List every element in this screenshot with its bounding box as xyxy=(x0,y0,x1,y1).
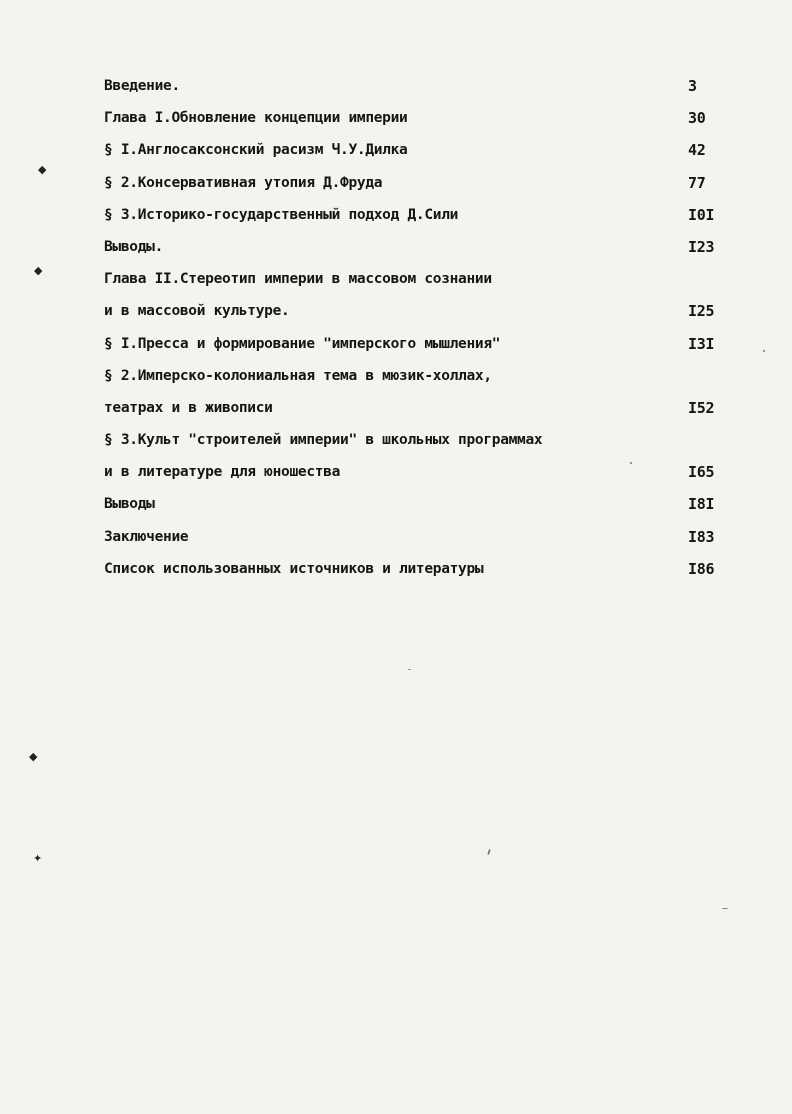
toc-entry-title: Глава I.Обновление концепции империи xyxy=(104,110,408,127)
toc-entry-title: и в массовой культуре. xyxy=(104,303,290,320)
toc-entry-page: I52 xyxy=(688,398,715,417)
toc-entry-title: Выводы. xyxy=(104,238,164,255)
toc-entry-title: Введение. xyxy=(104,78,180,94)
toc-entry xyxy=(104,392,724,424)
toc-entry-page: I8I xyxy=(688,495,715,514)
scan-speck xyxy=(487,849,491,855)
toc-entry-page: 30 xyxy=(688,109,706,128)
toc-entry-title: и в литературе для юношества xyxy=(104,464,341,481)
toc-entry xyxy=(104,70,724,102)
toc-entry xyxy=(104,553,724,585)
binding-mark-icon: ◆ xyxy=(29,750,38,763)
toc-entry-title: Выводы xyxy=(104,496,155,513)
toc-entry xyxy=(104,328,724,360)
toc-entry-title: § I.Англосаксонский расизм Ч.У.Дилка xyxy=(104,142,408,159)
toc-entry-title: § 3.Историко-государственный подход Д.Сили xyxy=(104,206,459,223)
toc-entry xyxy=(104,360,724,392)
toc-entry-title: Заключение xyxy=(104,528,189,545)
toc-entry-title: § 2.Консервативная утопия Д.Фруда xyxy=(104,174,383,191)
toc-entry-title: § 2.Имперско-колониальная тема в мюзик-холлах, xyxy=(104,367,492,384)
toc-entry-page: I65 xyxy=(688,463,715,482)
toc-entry-title: § I.Пресса и формирование "имперского мышления" xyxy=(104,335,501,352)
toc-entry-title: Глава II.Стереотип империи в массовом сознании xyxy=(104,271,492,288)
toc-entry-page: 42 xyxy=(688,141,706,160)
toc-entry-title: Список использованных источников и литературы xyxy=(104,560,484,577)
binding-mark-icon: ◆ xyxy=(38,163,47,176)
toc-entry xyxy=(104,263,724,295)
toc-entry xyxy=(104,134,724,166)
table-of-contents xyxy=(104,70,724,585)
scan-speck xyxy=(763,350,765,352)
toc-entry-title: театрах и в живописи xyxy=(104,399,273,416)
toc-entry xyxy=(104,167,724,199)
toc-entry-page: I86 xyxy=(688,559,715,578)
scan-speck xyxy=(408,669,411,670)
toc-entry-page: 77 xyxy=(688,173,706,192)
toc-entry xyxy=(104,231,724,263)
toc-entry-page: I3I xyxy=(688,334,715,353)
scan-speck xyxy=(722,908,728,909)
binding-mark-icon: ◆ xyxy=(34,264,43,277)
scan-speck xyxy=(630,462,632,464)
toc-entry xyxy=(104,199,724,231)
toc-entry-page: I23 xyxy=(688,237,715,256)
toc-entry xyxy=(104,521,724,553)
toc-entry xyxy=(104,102,724,134)
toc-entry xyxy=(104,424,724,456)
toc-entry-title: § 3.Культ "строителей империи" в школьных программах xyxy=(104,432,543,449)
toc-entry xyxy=(104,295,724,327)
toc-entry-page: I0I xyxy=(688,205,715,224)
toc-entry-page: 3 xyxy=(688,77,697,95)
toc-entry xyxy=(104,488,724,520)
toc-entry-page: I25 xyxy=(688,302,715,321)
binding-mark-icon: ✦ xyxy=(33,852,43,865)
toc-entry-page: I83 xyxy=(688,527,715,546)
